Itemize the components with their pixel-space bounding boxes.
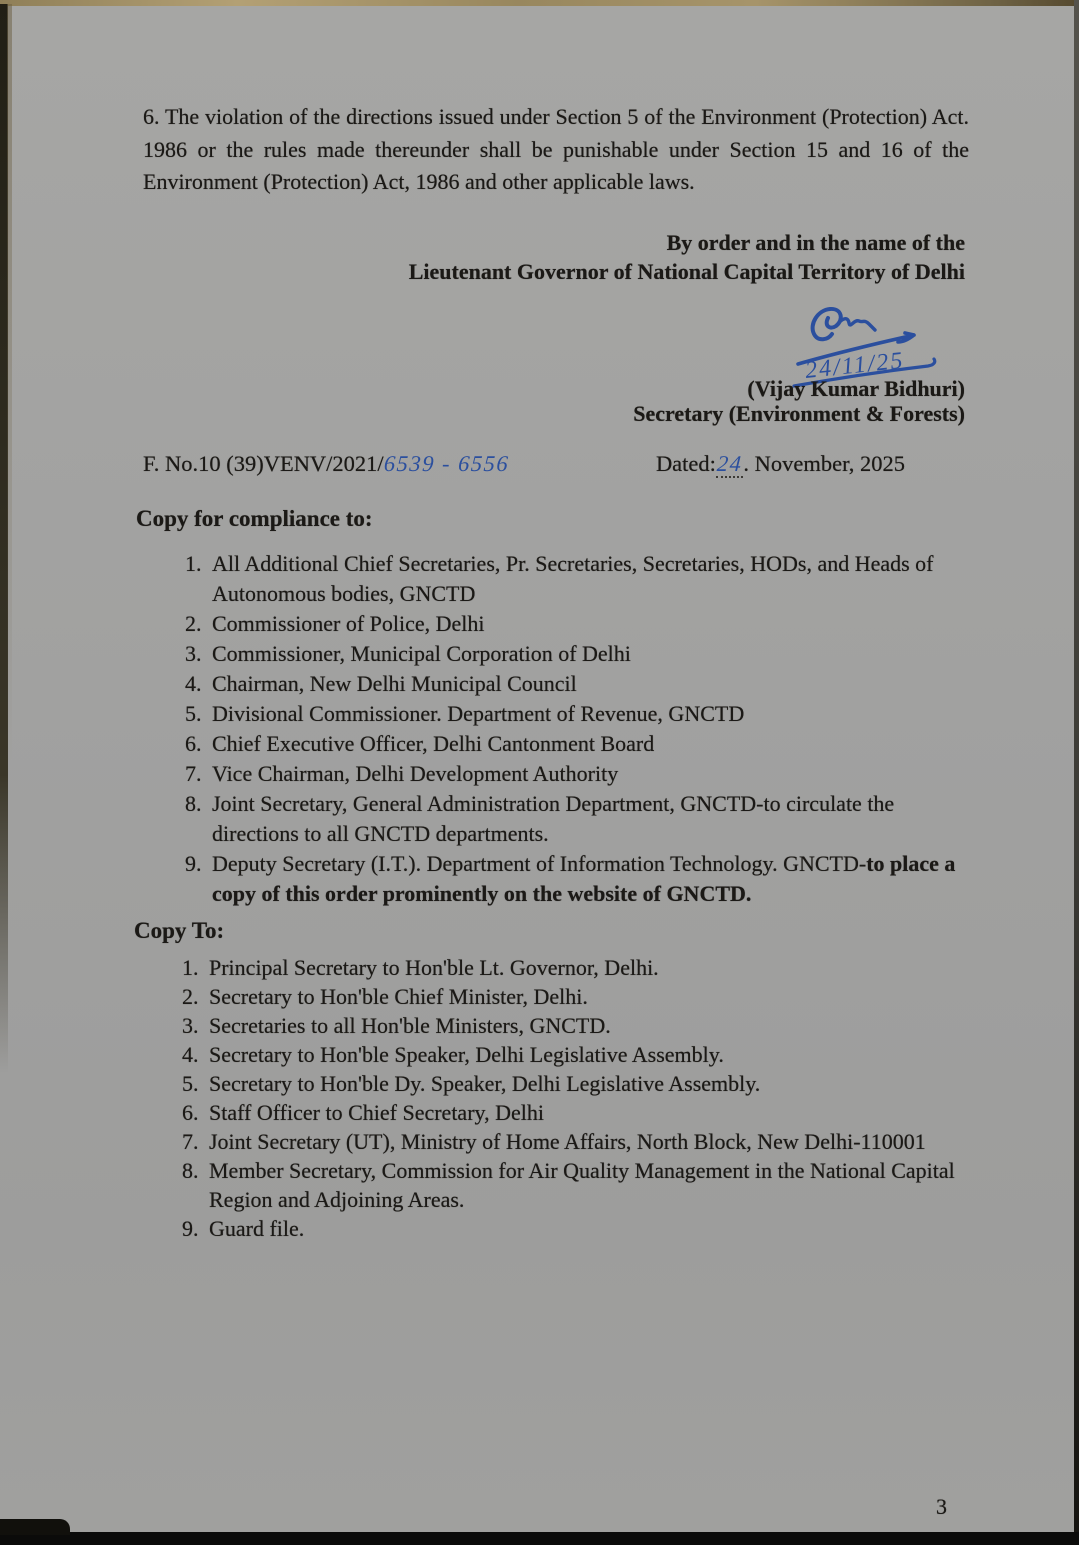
list-item xyxy=(185,609,977,639)
list-item-text: Guard file. xyxy=(209,1216,305,1241)
scan-corner-bottom-left xyxy=(0,1519,70,1535)
list-item-text: Commissioner, Municipal Corporation of Delhi xyxy=(212,641,631,666)
list-item xyxy=(182,1156,982,1214)
list-item-number: 9. xyxy=(182,1216,199,1241)
signature-date-handwritten: 24/11/25 xyxy=(803,347,906,384)
list-item-number: 7. xyxy=(185,761,202,786)
paragraph-violation-clause: 6. The violation of the directions issued under Section 5 of the Environment (Protection) Act. 1986 or the rules made thereunder shall be punishable under Section 15 and 16 of the Environment (Protection) Act, 1986 and other applicable laws. xyxy=(143,104,969,194)
list-item-text: Chief Executive Officer, Delhi Cantonment Board xyxy=(212,731,655,756)
list-item-number: 3. xyxy=(182,1013,199,1038)
list-item-number: 2. xyxy=(182,984,199,1009)
list-item-text: Staff Officer to Chief Secretary, Delhi xyxy=(209,1100,544,1125)
dated-group xyxy=(656,451,905,477)
signatory-name: (Vijay Kumar Bidhuri) xyxy=(747,376,965,401)
by-order-line-1: By order and in the name of the xyxy=(666,230,965,255)
list-item-number: 8. xyxy=(182,1158,199,1183)
list-item-text: Chairman, New Delhi Municipal Council xyxy=(212,671,577,696)
list-item-text: Commissioner of Police, Delhi xyxy=(212,611,485,636)
by-order-line-2: Lieutenant Governor of National Capital Territory of Delhi xyxy=(408,259,965,284)
signatory-designation: Secretary (Environment & Forests) xyxy=(633,401,965,426)
list-item-text: Joint Secretary, General Administration Department, GNCTD-to circulate the directions to all GNCTD departments. xyxy=(212,791,895,846)
signature xyxy=(788,296,948,388)
file-number xyxy=(143,451,509,477)
list-item xyxy=(182,1069,982,1098)
list-item-text: Secretary to Hon'ble Chief Minister, Delhi. xyxy=(209,984,588,1009)
list-item-text: Secretary to Hon'ble Dy. Speaker, Delhi Legislative Assembly. xyxy=(209,1071,761,1096)
list-item xyxy=(182,1127,982,1156)
list-item-text: Secretaries to all Hon'ble Ministers, GNCTD. xyxy=(209,1013,611,1038)
copy-to-list xyxy=(182,953,982,1243)
list-item xyxy=(182,953,982,982)
list-item-number: 9. xyxy=(185,851,202,876)
copy-to-heading: Copy To: xyxy=(134,918,225,943)
list-item-text: Divisional Commissioner. Department of Revenue, GNCTD xyxy=(212,701,745,726)
list-item-number: 3. xyxy=(185,641,202,666)
list-item xyxy=(185,699,977,729)
list-item-text: Secretary to Hon'ble Speaker, Delhi Legislative Assembly. xyxy=(209,1042,724,1067)
list-item xyxy=(185,789,977,849)
scan-edge-left-highlight xyxy=(7,4,12,764)
list-item-text: Joint Secretary (UT), Ministry of Home Affairs, North Block, New Delhi-110001 xyxy=(209,1129,926,1154)
list-item-text: Member Secretary, Commission for Air Quality Management in the National Capital Region and Adjoining Areas. xyxy=(209,1158,955,1212)
list-item xyxy=(182,982,982,1011)
list-item xyxy=(182,1214,982,1243)
list-item xyxy=(185,849,977,909)
scan-edge-top xyxy=(0,0,1079,6)
list-item-number: 2. xyxy=(185,611,202,636)
list-item xyxy=(185,759,977,789)
list-item-text: All Additional Chief Secretaries, Pr. Secretaries, Secretaries, HODs, and Heads of Autonomous bodies, GNCTD xyxy=(212,551,934,606)
list-item-text: Principal Secretary to Hon'ble Lt. Governor, Delhi. xyxy=(209,955,659,980)
reference-line xyxy=(143,451,905,477)
dated-day-handwritten: 24 xyxy=(716,451,744,476)
list-item-text: Vice Chairman, Delhi Development Authority xyxy=(212,761,619,786)
list-item-number: 6. xyxy=(182,1100,199,1125)
list-item xyxy=(185,549,977,609)
compliance-list xyxy=(185,549,977,909)
list-item-number: 5. xyxy=(185,701,202,726)
list-item-number: 1. xyxy=(185,551,202,576)
file-number-prefix: F. No.10 (39)VENV/2021/ xyxy=(143,451,384,476)
list-item-text-normal: Deputy Secretary (I.T.). Department of Information Technology. GNCTD- xyxy=(212,851,867,876)
list-item-number: 1. xyxy=(182,955,199,980)
list-item xyxy=(182,1011,982,1040)
dated-label: Dated: xyxy=(655,451,716,476)
list-item xyxy=(185,639,977,669)
file-number-handwritten: 6539 - 6556 xyxy=(382,451,510,476)
list-item xyxy=(185,669,977,699)
compliance-heading: Copy for compliance to: xyxy=(136,506,373,531)
list-item-number: 4. xyxy=(185,671,202,696)
list-item-number: 5. xyxy=(182,1071,199,1096)
list-item-text xyxy=(212,849,977,909)
list-item xyxy=(185,729,977,759)
list-item xyxy=(182,1040,982,1069)
page-number: 3 xyxy=(936,1494,947,1519)
scan-edge-right xyxy=(1074,0,1079,1545)
dated-rest: . November, 2025 xyxy=(743,451,905,476)
scan-edge-bottom xyxy=(0,1532,1079,1545)
list-item-number: 4. xyxy=(182,1042,199,1067)
list-item-number: 7. xyxy=(182,1129,199,1154)
signature-ink-scribble xyxy=(788,296,948,388)
list-item xyxy=(182,1098,982,1127)
list-item-number: 6. xyxy=(185,731,202,756)
by-order-block xyxy=(325,228,965,286)
list-item-number: 8. xyxy=(185,791,202,816)
list-item-text-bold: to place a copy of this order prominently on the website of GNCTD. xyxy=(212,851,956,906)
